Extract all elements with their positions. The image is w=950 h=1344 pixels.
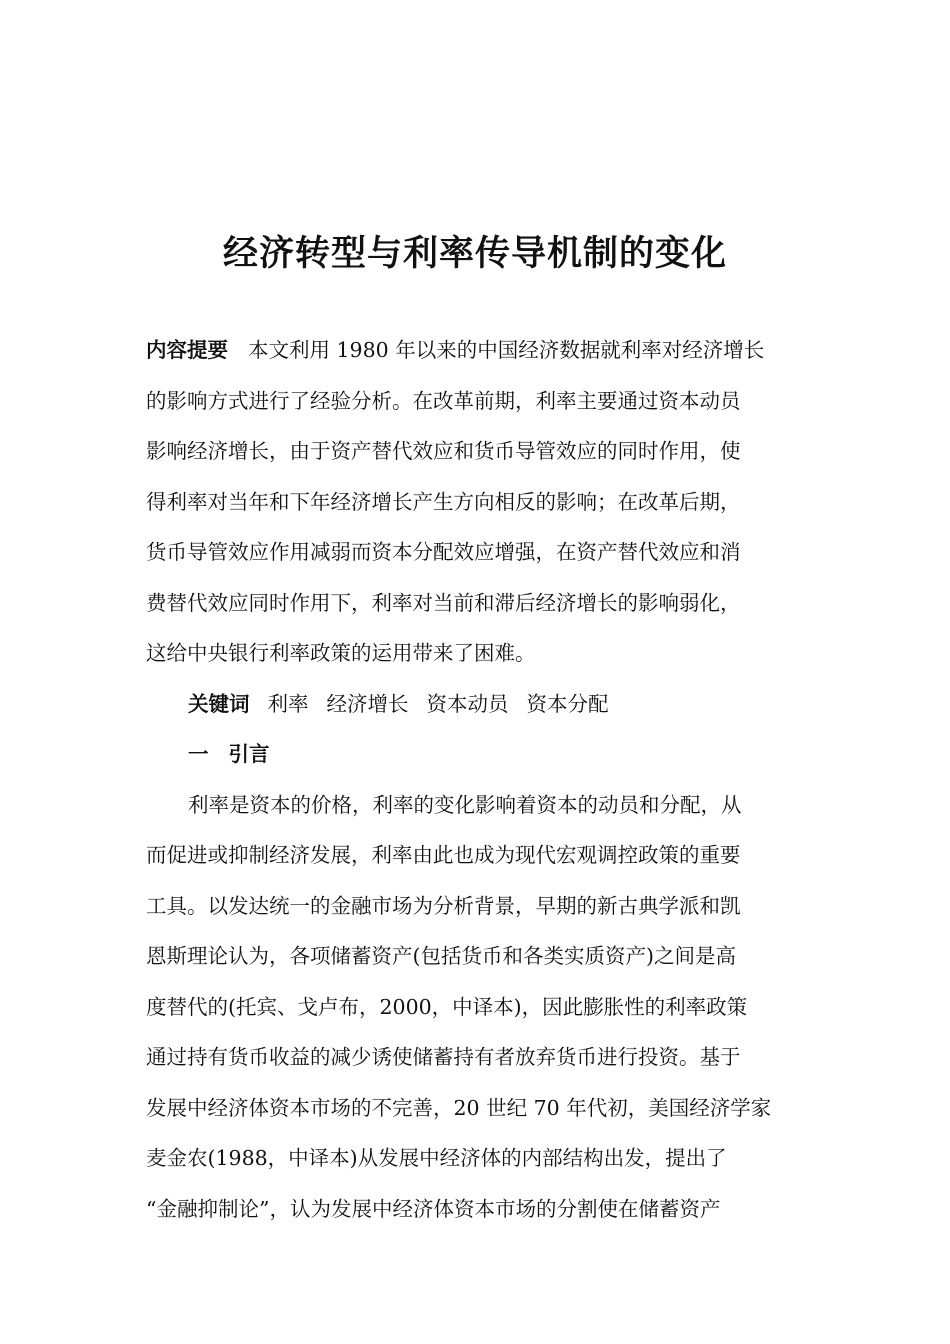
abstract-line: 这给中央银行利率政策的运用带来了困难。 xyxy=(146,641,536,665)
intro-line: 利率是资本的价格，利率的变化影响着资本的动员和分配，从 xyxy=(188,792,742,817)
paper-body xyxy=(146,330,810,1239)
keywords-label: 关键词 xyxy=(188,691,250,716)
abstract-line xyxy=(146,330,810,381)
abstract-line: 得利率对当年和下年经济增长产生方向相反的影响；在改革后期， xyxy=(146,489,741,514)
intro-line: “金融抑制论”，认为发展中经济体资本市场的分割使在储蓄资产 xyxy=(146,1196,721,1221)
keyword: 资本动员 xyxy=(426,691,509,716)
keyword: 资本分配 xyxy=(526,691,609,716)
intro-line: 而促进或抑制经济发展，利率由此也成为现代宏观调控政策的重要 xyxy=(146,843,741,867)
intro-line: 麦金农(1988，中译本)从发展中经济体的内部结构出发，提出了 xyxy=(146,1146,727,1170)
intro-line: 通过持有货币收益的减少诱使储蓄持有者放弃货币进行投资。基于 xyxy=(146,1045,741,1069)
section-number: 一 xyxy=(188,742,209,766)
abstract-text: 本文利用 1980 年以来的中国经济数据就利率对经济增长 xyxy=(248,338,765,362)
abstract-label: 内容提要 xyxy=(146,338,228,362)
intro-line: 恩斯理论认为，各项储蓄资产(包括货币和各类实质资产)之间是高 xyxy=(146,944,736,968)
intro-line: 工具。以发达统一的金融市场为分析背景，早期的新古典学派和凯 xyxy=(146,893,741,918)
section-title: 引言 xyxy=(228,742,270,766)
abstract-line: 的影响方式进行了经验分析。在改革前期，利率主要通过资本动员 xyxy=(146,388,741,413)
abstract-line: 费替代效应同时作用下，利率对当前和滞后经济增长的影响弱化， xyxy=(146,590,741,615)
keyword: 经济增长 xyxy=(326,691,409,716)
abstract-line: 货币导管效应作用减弱而资本分配效应增强，在资产替代效应和消 xyxy=(146,540,741,564)
intro-line: 发展中经济体资本市场的不完善，20 世纪 70 年代初，美国经济学家 xyxy=(146,1095,772,1120)
paper-title: 经济转型与利率传导机制的变化 xyxy=(222,233,727,274)
intro-line: 度替代的(托宾、戈卢布，2000，中译本)，因此膨胀性的利率政策 xyxy=(146,994,748,1019)
abstract-line: 影响经济增长，由于资产替代效应和货币导管效应的同时作用，使 xyxy=(146,439,741,463)
keywords-line xyxy=(146,684,810,735)
keyword: 利率 xyxy=(267,691,309,716)
section-heading xyxy=(146,734,810,785)
